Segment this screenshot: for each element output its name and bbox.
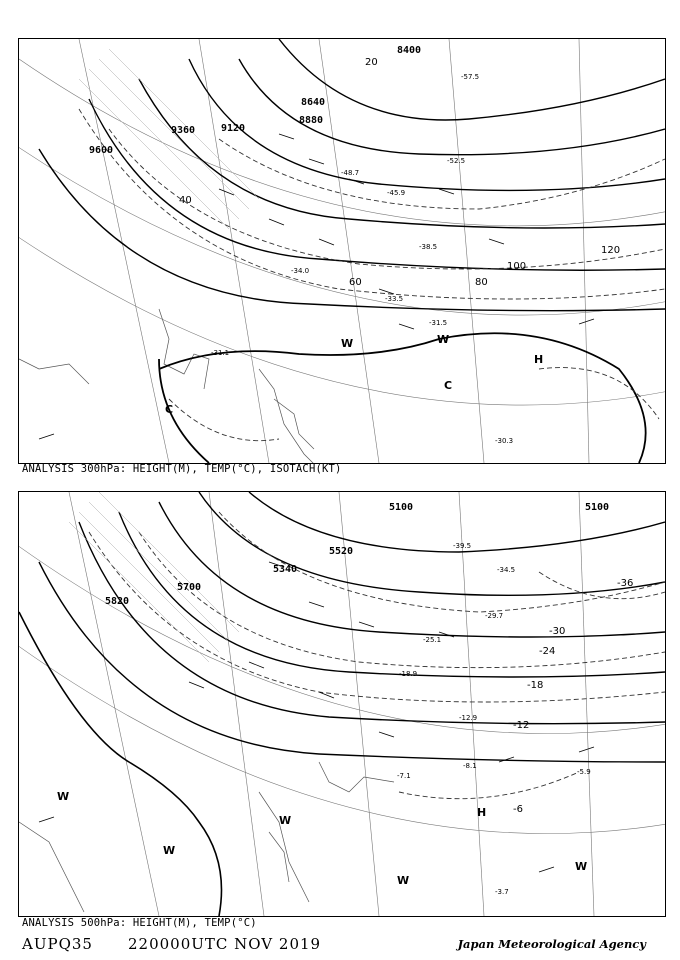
temp-plot: -38.5: [419, 243, 438, 251]
agency-name: Japan Meteorological Agency: [457, 937, 646, 951]
isotach-label-40: 40: [179, 195, 192, 206]
height-label-8880: 8880: [299, 115, 324, 126]
valid-time: 220000UTC NOV 2019: [128, 935, 322, 953]
bottom-chart-caption: ANALYSIS 500hPa: HEIGHT(M), TEMP(°C): [22, 917, 257, 929]
height-label-5820: 5820: [105, 596, 130, 607]
isotach-label-60: 60: [349, 277, 362, 288]
temp-plot: -39.5: [453, 542, 472, 550]
height-labels: [105, 502, 609, 607]
isotherm-label--6: -6: [513, 804, 523, 815]
warm-marker: W: [57, 790, 70, 803]
temperature-plots: [211, 73, 513, 445]
height-label-9360: 9360: [171, 125, 196, 136]
isotherms-dashed: [89, 512, 665, 799]
isotherm-label--24: -24: [539, 646, 556, 657]
warm-marker: W: [397, 874, 410, 887]
temp-plot: -57.5: [461, 73, 480, 81]
warm-marker: W: [163, 844, 176, 857]
temp-plot: -48.7: [341, 169, 360, 177]
temp-plot: -34.5: [497, 566, 516, 574]
height-label-5340: 5340: [273, 564, 298, 575]
product-id: AUPQ35: [22, 935, 93, 953]
isotherm-label--18: -18: [527, 680, 544, 691]
height-label-9120: 9120: [221, 123, 246, 134]
isotach-label-80: 80: [475, 277, 488, 288]
temp-plot: -12.9: [459, 714, 478, 722]
high-marker: H: [534, 353, 544, 366]
height-label-8640: 8640: [301, 97, 326, 108]
temp-plot: -18.9: [399, 670, 418, 678]
isotach-label-100: 100: [507, 261, 527, 272]
warm-marker: W: [279, 814, 292, 827]
temp-plot: -25.1: [423, 636, 442, 644]
isotherm-label--12: -12: [513, 720, 530, 731]
height-label-5100: 5100: [389, 502, 414, 513]
height-contours: [39, 39, 665, 463]
isotach-dashed: [79, 109, 665, 441]
warm-marker: W: [341, 337, 354, 350]
jet-hatch: [79, 49, 259, 229]
graticule: [19, 39, 665, 463]
isotach-labels: [179, 57, 620, 288]
wind-barbs: [39, 134, 594, 439]
warm-marker: W: [575, 860, 588, 873]
height-label-5100: 5100: [585, 502, 610, 513]
coastline: [19, 762, 394, 912]
pressure-centers: [57, 790, 587, 887]
isotach-label-120: 120: [601, 245, 621, 256]
temp-plot: -45.9: [387, 189, 406, 197]
cold-marker: C: [165, 403, 174, 416]
wind-barbs: [39, 562, 594, 872]
height-label-9600: 9600: [89, 145, 114, 156]
temp-plot: -34.0: [291, 267, 310, 275]
isotherm-label--36: -36: [617, 578, 634, 589]
height-label-5520: 5520: [329, 546, 354, 557]
temp-plot: -3.7: [495, 888, 509, 896]
temperature-hatch: [69, 492, 239, 662]
temp-plot: -5.9: [577, 768, 591, 776]
map-500hpa: [19, 492, 665, 916]
analysis-300hpa-chart: [18, 38, 666, 464]
analysis-500hpa-chart: [18, 491, 666, 917]
isotach-label-20: 20: [365, 57, 378, 68]
top-chart-caption: ANALYSIS 300hPa: HEIGHT(M), TEMP(°C), ISOTACH(KT): [22, 463, 342, 475]
cold-marker: C: [444, 379, 453, 392]
map-300hpa: [19, 39, 665, 463]
high-marker: H: [477, 806, 487, 819]
temp-plot: -29.7: [485, 612, 504, 620]
height-label-5700: 5700: [177, 582, 202, 593]
temp-plot: -30.3: [495, 437, 514, 445]
temp-plot: -8.1: [463, 762, 477, 770]
temp-plot: -31.5: [429, 319, 448, 327]
temp-plot: -7.1: [397, 772, 411, 780]
warm-marker: W: [437, 333, 450, 346]
temp-plot: -52.5: [447, 157, 466, 165]
height-label-8400: 8400: [397, 45, 422, 56]
temp-plot: -31.1: [211, 349, 230, 357]
isotherm-label--30: -30: [549, 626, 566, 637]
temp-plot: -33.5: [385, 295, 404, 303]
